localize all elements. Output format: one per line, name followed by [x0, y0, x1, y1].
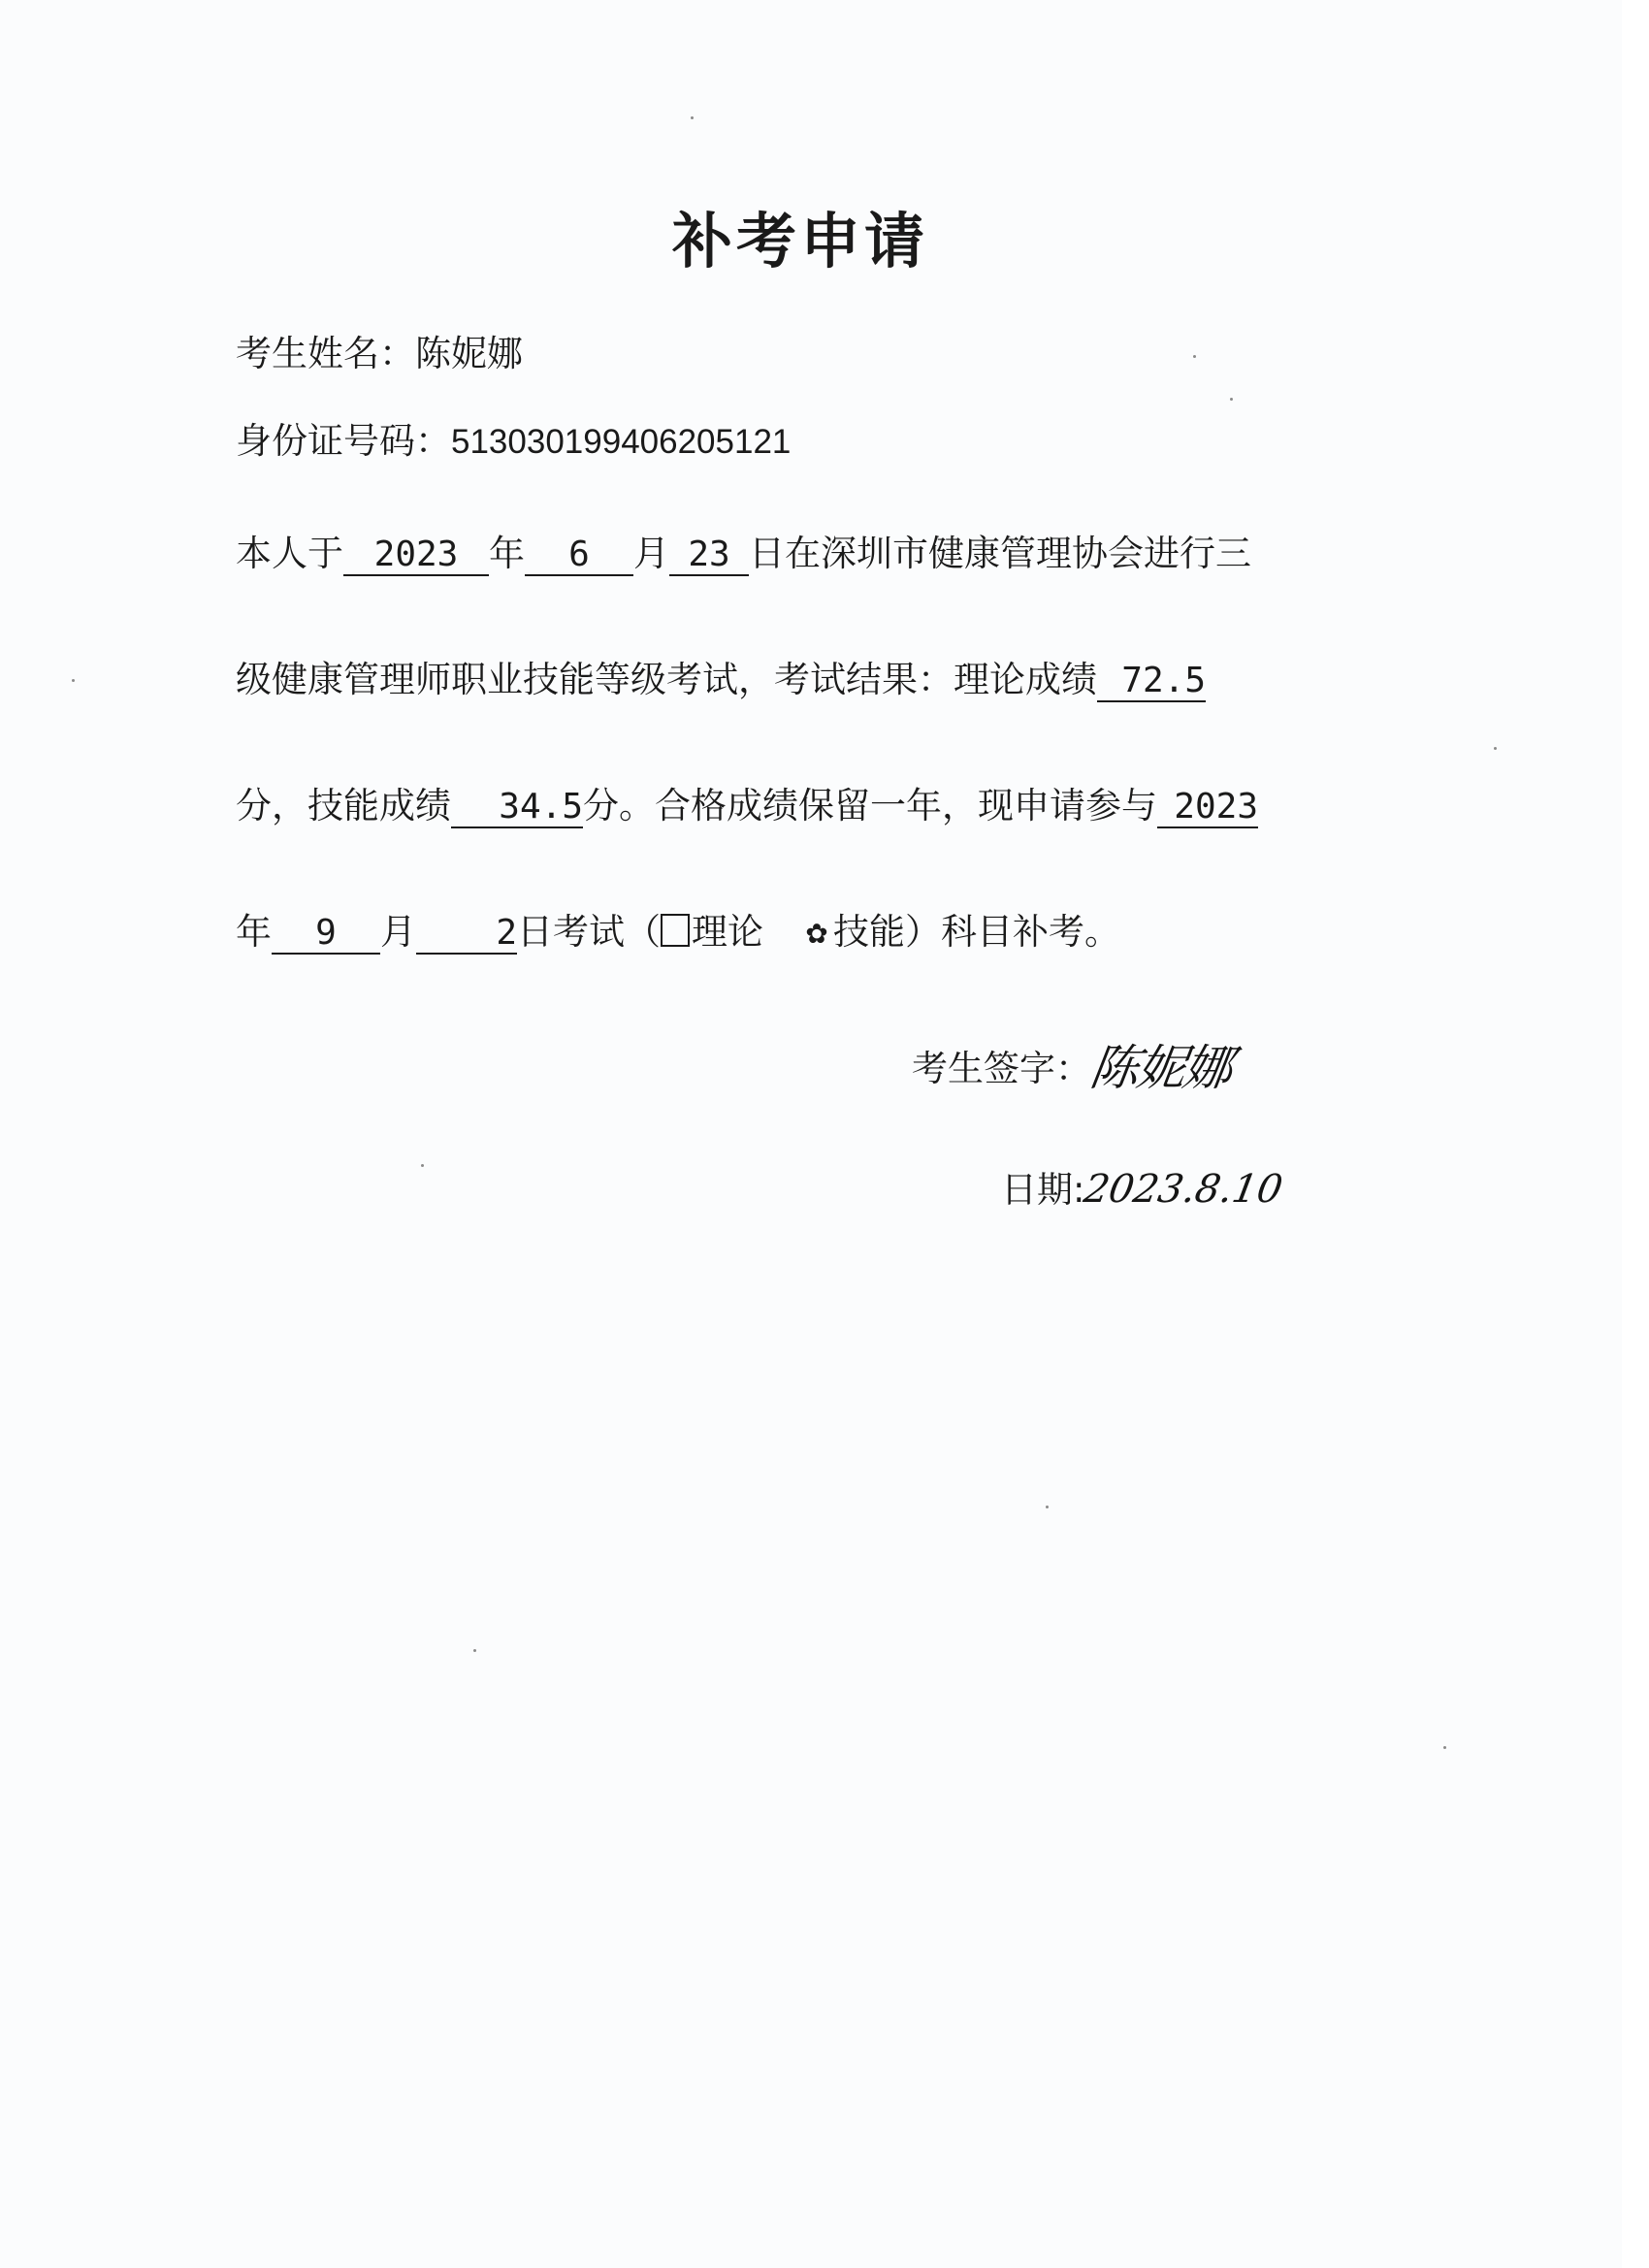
scan-speck	[473, 1649, 476, 1652]
line3-prefix: 分，技能成绩	[236, 785, 451, 826]
date-row	[1001, 1167, 1287, 1212]
skill-score-blank: 34.5	[451, 790, 583, 828]
skill-check-mark-icon: ✿	[805, 918, 828, 950]
scan-speck	[1230, 398, 1233, 401]
handwritten-signature: 陈妮娜	[1086, 1040, 1235, 1096]
paragraph-line-4	[236, 911, 1120, 955]
exam-year-blank: 2023	[343, 537, 489, 576]
exam-day-blank: 23	[669, 537, 749, 576]
exam-month-blank: 6	[525, 537, 633, 576]
scan-speck	[1193, 355, 1196, 358]
signature-label: 考生签字：	[912, 1048, 1091, 1089]
id-number: 513030199406205121	[451, 423, 792, 461]
candidate-name: 陈妮娜	[415, 333, 523, 374]
option-skill: 技能	[833, 911, 905, 953]
scan-speck	[1494, 747, 1497, 750]
scan-speck	[1443, 1746, 1446, 1749]
paragraph-line-2	[236, 659, 1206, 702]
retake-month-unit: 月	[380, 911, 416, 953]
id-number-row	[236, 420, 792, 462]
line1-suffix: 日在深圳市健康管理协会进行三	[749, 533, 1251, 574]
theory-checkbox	[661, 914, 690, 947]
line2-text: 级健康管理师职业技能等级考试，考试结果：理论成绩	[236, 659, 1097, 700]
candidate-name-label: 考生姓名：	[236, 333, 415, 374]
year-unit: 年	[489, 533, 525, 574]
option-theory: 理论	[692, 911, 763, 953]
scan-speck	[691, 116, 694, 119]
retake-month-blank: 9	[272, 916, 380, 955]
paragraph-line-1	[236, 535, 1251, 576]
scan-speck	[1046, 1506, 1049, 1508]
signature-row	[912, 1040, 1235, 1096]
scan-speck	[72, 679, 75, 682]
id-number-label: 身份证号码：	[236, 420, 451, 462]
handwritten-date: 2023.8.10	[1081, 1167, 1287, 1212]
candidate-name-row	[236, 333, 523, 374]
theory-score-blank: 72.5	[1097, 664, 1206, 702]
line4-end: ）科目补考。	[905, 911, 1120, 953]
scan-speck	[421, 1164, 424, 1167]
date-label: 日期:	[1001, 1169, 1085, 1211]
retake-day-blank: 2	[416, 916, 517, 955]
retake-year-blank: 2023	[1157, 790, 1258, 828]
month-unit: 月	[633, 533, 669, 574]
retake-year-unit: 年	[236, 911, 272, 953]
line3-middle: 分。合格成绩保留一年，现申请参与	[583, 785, 1157, 826]
line1-prefix: 本人于	[236, 533, 343, 574]
document-title: 补考申请	[671, 206, 928, 276]
paragraph-line-3	[236, 785, 1258, 828]
line4-a: 日考试（	[517, 911, 661, 953]
